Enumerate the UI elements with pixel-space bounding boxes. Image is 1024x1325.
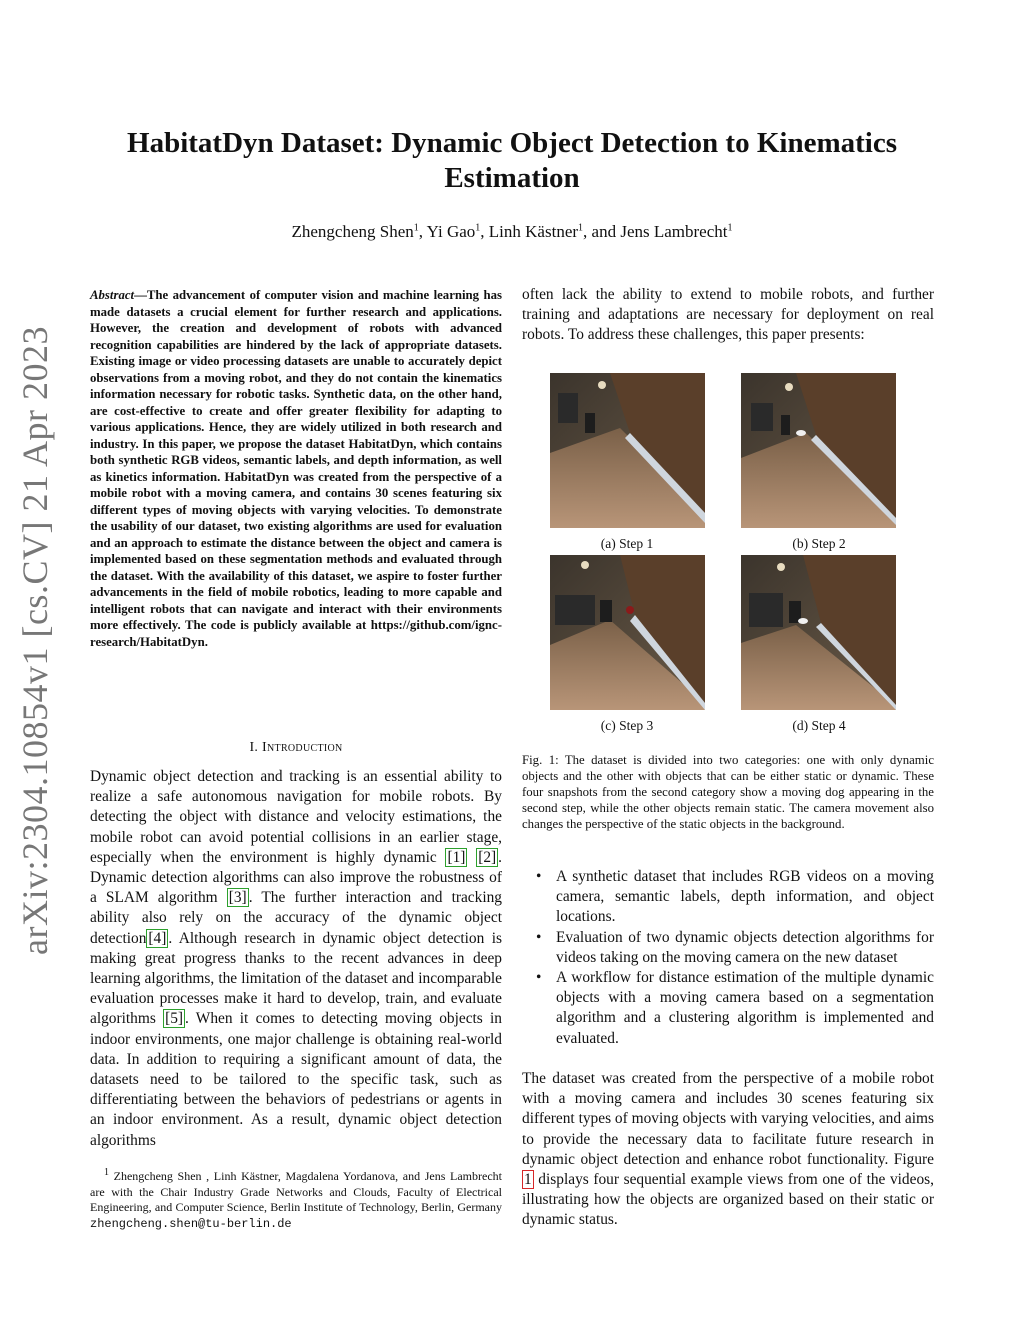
author-name: Jens Lambrecht [620,222,728,241]
abstract [90,287,502,650]
intro-text: Dynamic object detection and tracking is an essential ability to realize a safe autonomous navigation for mobile robots. By detecting the object with distance and velocity estimations, the mobile robot can avoid potential collisions in an earlier stage, especially when the environment is highly dynamic [90,768,502,866]
author-name: Yi Gao [426,222,476,241]
intro-text: . The further interaction and tracking ability also rely on the accuracy of the dynamic object detection [90,889,502,947]
author-separator: , and [583,222,621,241]
affiliation-mark: 1 [578,222,584,234]
figure-step2-image [741,373,896,528]
section-heading-introduction [90,738,502,758]
footnote-text: Zhengcheng Shen , Linh Kästner, Magdalena Yordanova, and Jens Lambrecht are with the Chair Industry Grade Networks and Clouds, Faculty of Electrical Engineering, and Computer Science, Berlin Institute of Technology, Berlin, Germany [90,1169,502,1214]
intro-paragraph [90,767,502,1151]
citation-link[interactable]: [1] [447,848,466,866]
subcaption-step2: (b) Step 2 [792,536,846,551]
abstract-label: Abstract [90,288,135,302]
subcaption-step4: (d) Step 4 [792,718,846,733]
list-item [522,867,934,928]
citation-link[interactable]: [5] [165,1010,184,1028]
list-item [522,968,934,1049]
affiliation-mark: 1 [475,222,481,234]
closing-paragraph [522,1069,934,1231]
figure-reference-link[interactable]: 1 [524,1171,532,1189]
right-column-intro-continuation: often lack the ability to extend to mobile robots, and further training and adaptations are necessary for deployment on real robots. To address these challenges, this paper presents: [522,286,934,344]
section-title: Introduction [262,740,343,755]
figure-step3-image [550,555,705,710]
footnote-mark: 1 [104,1167,109,1178]
abstract-text: —The advancement of computer vision and machine learning has made datasets a crucial element for further research and applications. However, the creation and development of robots with advanced recognition capabilities are hindered by the lack of appropriate datasets. Existing image or video processing datasets are unable to accurately depict observations from a moving robot, and they do not contain the kinematics information necessary for robotic tasks. Synthetic data, on the other hand, are cost-effective to create and offer greater flexibility for adapting to various applications. Hence, they are widely utilized in both research and industry. In this paper, we propose the dataset HabitatDyn, which contains both synthetic RGB videos, semantic labels, and depth information, as well as kinetics information. HabitatDyn was created from the perspective of a mobile robot with a moving camera, and contains 30 scenes featuring six different types of moving objects with varying velocities. To demonstrate the usability of our dataset, two existing algorithms are used for evaluation and an approach to estimate the distance between the object and camera is implemented based on these segmentation methods and evaluated through the dataset. With the availability of this dataset, we aspire to foster further advancements in the field of mobile robotics, leading to more capable and intelligent robots that can navigate and interact with their environments more effectively. The code is publicly available at https://github.com/ignc-research/HabitatDyn. [90,288,502,649]
author-name: Zhengcheng Shen [291,222,414,241]
figure-step4-image [741,555,896,710]
arxiv-sidebar-id: arXiv:2304.10854v1 [cs.CV] 21 Apr 2023 [15,326,55,955]
affiliation-mark: 1 [727,222,733,234]
list-item-text: A synthetic dataset that includes RGB videos on a moving camera, semantic labels, depth information, and object locations. [556,868,934,926]
list-item-text: Evaluation of two dynamic objects detection algorithms for videos taking on the moving camera on the new dataset [556,928,934,966]
bullet-glyph: • [536,969,542,987]
section-number: I. [249,740,259,755]
author-separator: , [418,222,427,241]
citation-link[interactable]: [2] [478,848,497,866]
paper-title: HabitatDyn Dataset: Dynamic Object Detection to Kinematics Estimation [127,127,897,194]
author-list [110,222,914,242]
figure-caption: Fig. 1: The dataset is divided into two categories: one with only dynamic objects and the other with objects that can be either static or dynamic. These four snapshots from the second category show a moving dog appearing in the second step, while the other objects remain static. The camera movement also changes the perspective of the static objects in the background. [522,753,934,831]
bullet-glyph: • [536,928,542,946]
footnote-email[interactable]: zhengcheng.shen@tu-berlin.de [90,1216,292,1231]
author-name: Linh Kästner [488,222,579,241]
contribution-list [522,867,934,1049]
intro-text: . Dynamic detection algorithms can also improve the robustness of a SLAM algorithm [90,848,502,907]
closing-text: displays four sequential example views from one of the videos, illustrating how the objects are organized based on their static or dynamic status. [522,1171,934,1229]
list-item [522,928,934,968]
affiliation-mark: 1 [413,222,419,234]
list-item-text: A workflow for distance estimation of the multiple dynamic objects with a moving camera based on a segmentation algorithm and a clustering algorithm is implemented and evaluated. [556,969,934,1047]
intro-text: . When it comes to detecting moving objects in indoor environments, one major challenge is obtaining real-world data. In addition to requiring a significant amount of data, the datasets need to be tailored to the specific task, such as differentiating between the behaviors of pedestrians or agents in an indoor environment. As a result, dynamic object detection algorithms [90,1010,502,1149]
closing-text: The dataset was created from the perspective of a mobile robot with a moving camera and includes 30 scenes featuring six different types of moving objects with varying velocities, and aims to provide the necessary data to facilitate future research in dynamic object detection and enhance robot functionality. Figure [522,1070,934,1168]
subcaption-step1: (a) Step 1 [600,536,654,551]
footnote [90,1165,502,1232]
citation-link[interactable]: [3] [228,889,247,907]
figure-step1-image [550,373,705,528]
citation-link[interactable]: [4] [148,929,167,947]
intro-text: . Although research in dynamic object detection is making great progress thanks to the recent advances in deep learning algorithms, the limitation of the dataset and incomparable evaluation processes make it hard to develop, train, and evaluate algorithms [90,929,502,1028]
subcaption-step3: (c) Step 3 [600,718,654,733]
bullet-glyph: • [536,868,542,885]
author-separator: , [480,222,489,241]
